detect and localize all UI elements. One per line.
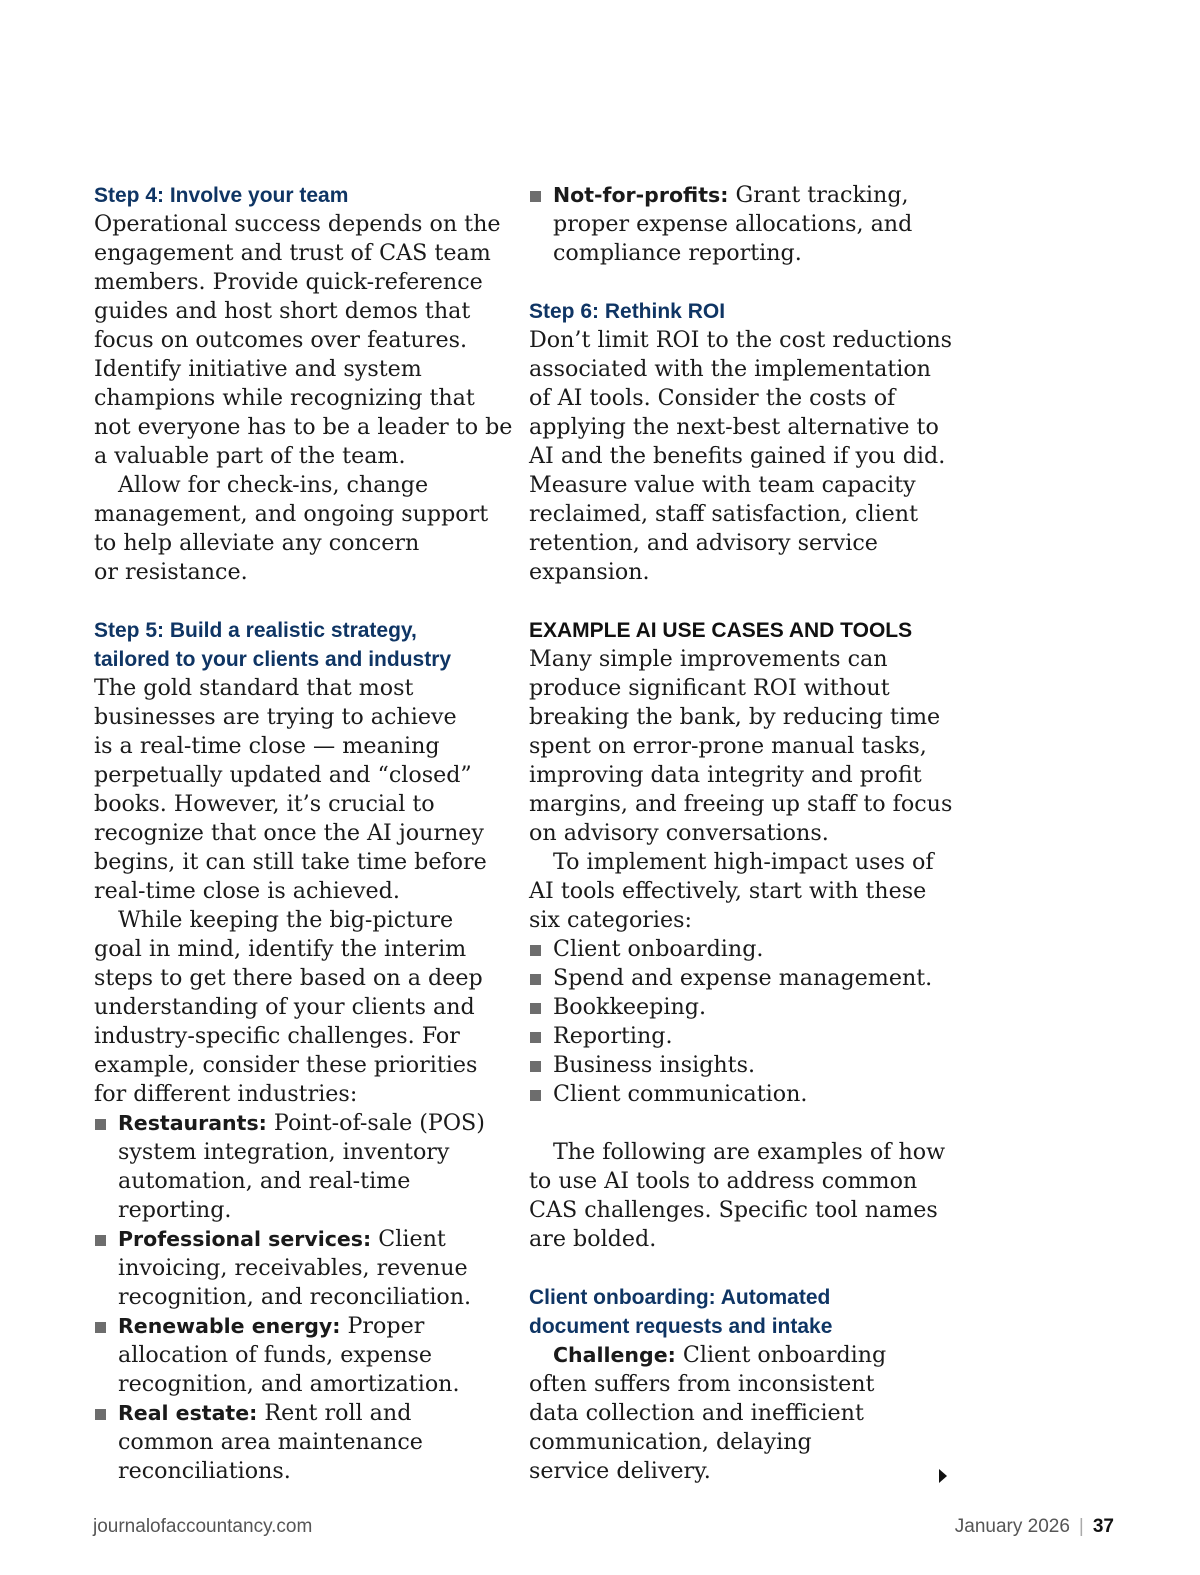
- text-line: Many simple improvements can: [529, 646, 888, 672]
- text-line: perpetually updated and “closed”: [94, 762, 472, 788]
- square-bullet-icon: [530, 1003, 541, 1014]
- list-item: [529, 1051, 949, 1080]
- text-line: system integration, inventory: [118, 1139, 450, 1165]
- challenge-paragraph: [529, 1341, 949, 1486]
- text-line: margins, and freeing up staff to focus: [529, 791, 953, 817]
- text-line: a valuable part of the team.: [94, 443, 406, 469]
- text-line: automation, and real-time: [118, 1168, 411, 1194]
- text-line: recognize that once the AI journey: [94, 820, 484, 846]
- list-item-text: Grant tracking,: [728, 182, 909, 208]
- list-item: [529, 1022, 949, 1051]
- text-line: often suffers from inconsistent: [529, 1371, 875, 1397]
- text-line: Measure value with team capacity: [529, 472, 916, 498]
- issue-date: January 2026: [954, 1516, 1070, 1537]
- list-item: [94, 1399, 504, 1486]
- text-line: to use AI tools to address common: [529, 1168, 918, 1194]
- step4-paragraph-2: [94, 471, 504, 587]
- text-line: applying the next-best alternative to: [529, 414, 939, 440]
- list-item-text: Rent roll and: [257, 1400, 412, 1426]
- list-item-text: Point-of-sale (POS): [266, 1110, 485, 1136]
- list-item-text: Business insights.: [553, 1052, 756, 1078]
- list-item: [529, 1080, 949, 1109]
- text-line: reconciliations.: [118, 1458, 291, 1484]
- text-line: members. Provide quick-reference: [94, 269, 483, 295]
- text-line: guides and host short demos that: [94, 298, 471, 324]
- onboarding-heading-line-2: document requests and intake: [529, 1315, 833, 1338]
- list-item: [529, 935, 949, 964]
- text-line: expansion.: [529, 559, 650, 585]
- text-line: focus on outcomes over features.: [94, 327, 468, 353]
- list-item-text: Proper: [340, 1313, 425, 1339]
- list-item-lead: Not-for-profits:: [553, 183, 729, 207]
- list-item-text: Client: [371, 1226, 446, 1252]
- square-bullet-icon: [530, 1090, 541, 1101]
- industry-list: [94, 1109, 504, 1486]
- list-item-lead: Restaurants:: [118, 1111, 267, 1135]
- square-bullet-icon: [95, 1235, 106, 1246]
- text-line: improving data integrity and profit: [529, 762, 922, 788]
- square-bullet-icon: [530, 1032, 541, 1043]
- list-item: [94, 1312, 504, 1399]
- text-line: begins, it can still take time before: [94, 849, 487, 875]
- list-item: [94, 1225, 504, 1312]
- text-line: not everyone has to be a leader to be: [94, 414, 513, 440]
- step4-paragraph-1: [94, 210, 513, 471]
- list-item: [94, 1109, 504, 1225]
- text-line: recognition, and amortization.: [118, 1371, 460, 1397]
- text-line: retention, and advisory service: [529, 530, 878, 556]
- list-item: [529, 964, 949, 993]
- text-line: Don’t limit ROI to the cost reductions: [529, 327, 953, 353]
- footer-site: journalofaccountancy.com: [93, 1516, 313, 1537]
- list-item-lead: Renewable energy:: [118, 1314, 341, 1338]
- text-line: is a real-time close — meaning: [94, 733, 440, 759]
- right-column: [529, 181, 953, 1486]
- text-line: goal in mind, identify the interim: [94, 936, 467, 962]
- list-item-text: Client onboarding.: [553, 936, 764, 962]
- step5-paragraph-1: [94, 674, 504, 906]
- text-line: six categories:: [529, 907, 693, 933]
- text-line: on advisory conversations.: [529, 820, 829, 846]
- text-line: reporting.: [118, 1197, 232, 1223]
- text-line: AI tools effectively, start with these: [529, 878, 927, 904]
- text-line: businesses are trying to achieve: [94, 704, 457, 730]
- text-line: Allow for check-ins, change: [118, 472, 429, 498]
- examples-paragraph-1: [529, 645, 953, 848]
- text-line: books. However, it’s crucial to: [94, 791, 435, 817]
- text-line: management, and ongoing support: [94, 501, 489, 527]
- text-line: invoicing, receivables, revenue: [118, 1255, 468, 1281]
- text-line: Client onboarding: [675, 1342, 887, 1368]
- text-line: industry-specific challenges. For: [94, 1023, 460, 1049]
- text-line: recognition, and reconciliation.: [118, 1284, 472, 1310]
- text-line: CAS challenges. Specific tool names: [529, 1197, 938, 1223]
- text-line: spent on error-prone manual tasks,: [529, 733, 927, 759]
- text-line: compliance reporting.: [553, 240, 802, 266]
- category-list: [529, 935, 949, 1109]
- square-bullet-icon: [530, 974, 541, 985]
- step6-paragraph: [529, 326, 953, 587]
- text-line: breaking the bank, by reducing time: [529, 704, 941, 730]
- page-number: 37: [1092, 1516, 1114, 1537]
- step5-heading-line-2: tailored to your clients and industry: [94, 648, 452, 671]
- square-bullet-icon: [530, 945, 541, 956]
- text-line: The gold standard that most: [94, 675, 414, 701]
- step5-paragraph-2: [94, 906, 504, 1109]
- text-line: or resistance.: [94, 559, 248, 585]
- square-bullet-icon: [95, 1119, 106, 1130]
- list-item-text: Client communication.: [553, 1081, 808, 1107]
- examples-paragraph-2: [529, 848, 949, 935]
- text-line: to help alleviate any concern: [94, 530, 420, 556]
- text-line: service delivery.: [529, 1458, 711, 1484]
- step5-heading-line-1: Step 5: Build a realistic strategy,: [94, 619, 417, 642]
- step4-heading: Step 4: Involve your team: [94, 184, 349, 207]
- continue-arrow-icon: [939, 1469, 947, 1483]
- list-item-text: Reporting.: [553, 1023, 673, 1049]
- text-line: communication, delaying: [529, 1429, 812, 1455]
- text-line: Identify initiative and system: [94, 356, 422, 382]
- text-line: proper expense allocations, and: [553, 211, 913, 237]
- section-heading: EXAMPLE AI USE CASES AND TOOLS: [529, 619, 913, 642]
- text-line: understanding of your clients and: [94, 994, 475, 1020]
- list-item-text: Bookkeeping.: [553, 994, 707, 1020]
- text-line: example, consider these priorities: [94, 1052, 478, 1078]
- examples-paragraph-3: [529, 1138, 949, 1254]
- list-item-lead: Real estate:: [118, 1401, 258, 1425]
- text-line: common area maintenance: [118, 1429, 423, 1455]
- challenge-label: Challenge:: [553, 1343, 676, 1367]
- text-line: for different industries:: [94, 1081, 358, 1107]
- text-line: associated with the implementation: [529, 356, 931, 382]
- text-line: champions while recognizing that: [94, 385, 475, 411]
- square-bullet-icon: [530, 191, 541, 202]
- text-line: The following are examples of how: [553, 1139, 946, 1165]
- list-item: [529, 993, 949, 1022]
- list-item-text: Spend and expense management.: [553, 965, 933, 991]
- text-line: real-time close is achieved.: [94, 878, 400, 904]
- square-bullet-icon: [95, 1322, 106, 1333]
- text-line: AI and the benefits gained if you did.: [529, 443, 946, 469]
- list-item: [529, 181, 949, 268]
- text-line: steps to get there based on a deep: [94, 965, 483, 991]
- text-line: data collection and inefficient: [529, 1400, 864, 1426]
- text-line: allocation of funds, expense: [118, 1342, 433, 1368]
- text-line: reclaimed, staff satisfaction, client: [529, 501, 919, 527]
- text-line: Operational success depends on the: [94, 211, 501, 237]
- text-line: of AI tools. Consider the costs of: [529, 385, 896, 411]
- text-line: While keeping the big-picture: [118, 907, 454, 933]
- text-line: engagement and trust of CAS team: [94, 240, 491, 266]
- left-column: [94, 181, 513, 1486]
- text-line: To implement high-impact uses of: [553, 849, 934, 875]
- footer-separator: |: [1078, 1516, 1084, 1537]
- square-bullet-icon: [95, 1409, 106, 1420]
- onboarding-heading-line-1: Client onboarding: Automated: [529, 1286, 831, 1309]
- square-bullet-icon: [530, 1061, 541, 1072]
- text-line: produce significant ROI without: [529, 675, 890, 701]
- text-line: are bolded.: [529, 1226, 657, 1252]
- footer-issue-page: [955, 1516, 1114, 1538]
- list-item-lead: Professional services:: [118, 1227, 372, 1251]
- step6-heading: Step 6: Rethink ROI: [529, 300, 726, 323]
